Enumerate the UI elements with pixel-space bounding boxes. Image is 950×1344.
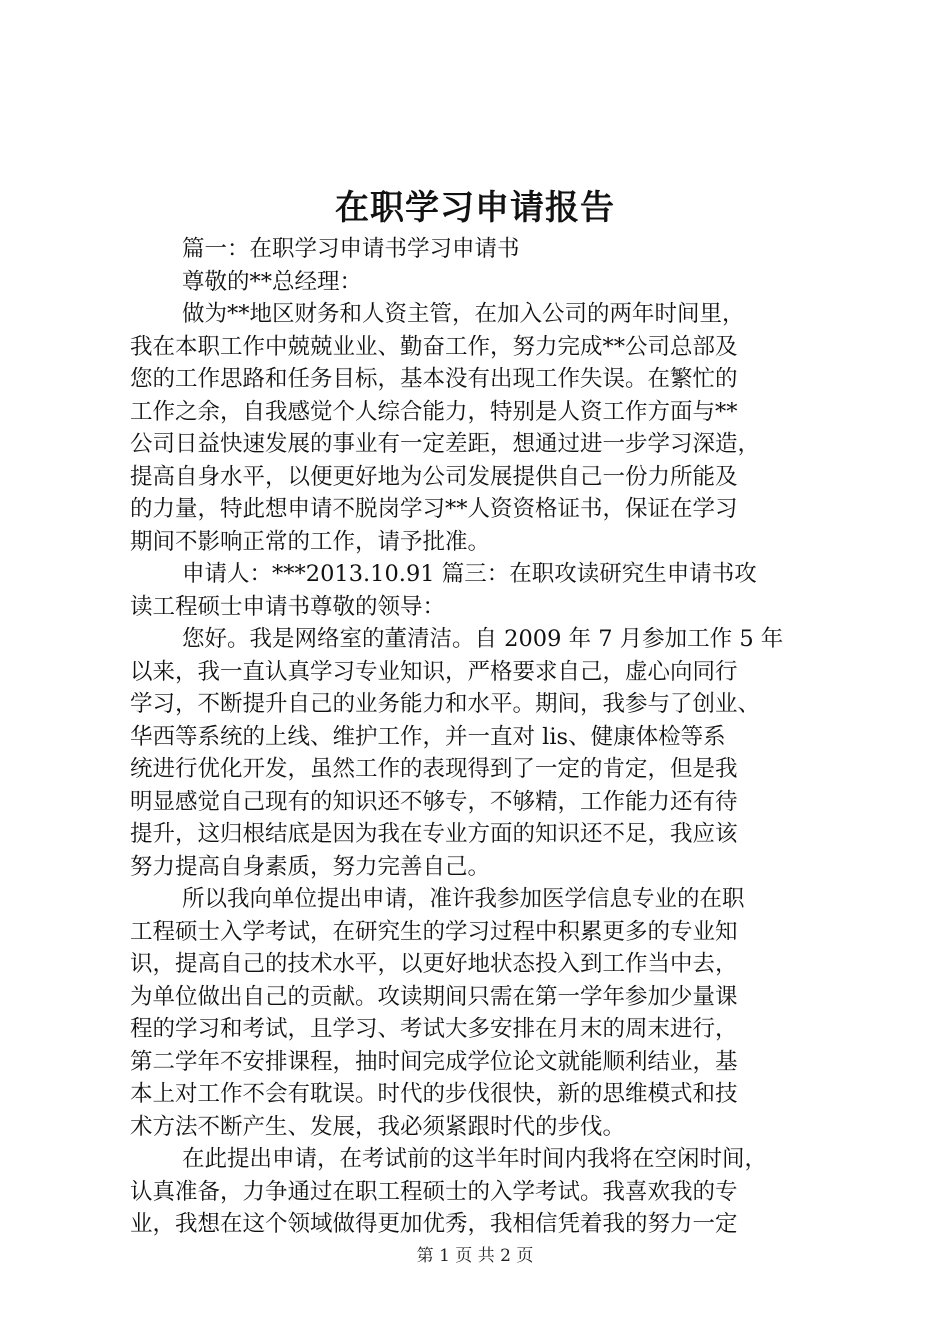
- text-line: 您的工作思路和任务目标，基本没有出现工作失误。在繁忙的: [130, 366, 738, 392]
- page-footer: 第 1 页 共 2 页: [416, 1246, 534, 1266]
- text-line: 本上对工作不会有耽误。时代的步伐很快，新的思维模式和技: [130, 1081, 738, 1107]
- text-line: 华西等系统的上线、维护工作，并一直对 lis、健康体检等系: [130, 723, 726, 750]
- text-line: 期间不影响正常的工作，请予批准。: [130, 528, 491, 555]
- text-line: 为单位做出自己的贡献。攻读期间只需在第一学年参加少量课: [130, 983, 738, 1010]
- text-line: 您好。我是网络室的董清洁。自 2009 年 7 月参加工作 5 年: [182, 626, 784, 652]
- text-line: 业，我想在这个领域做得更加优秀，我相信凭着我的努力一定: [130, 1211, 738, 1237]
- text-line: 篇一：在职学习申请书学习申请书: [182, 236, 520, 262]
- text-line: 明显感觉自己现有的知识还不够专，不够精，工作能力还有待: [130, 788, 738, 815]
- document-body: [130, 233, 830, 1241]
- text-line: 公司日益快速发展的事业有一定差距，想通过进一步学习深造，: [130, 431, 761, 457]
- text-line: 做为**地区财务和人资主管，在加入公司的两年时间里，: [182, 301, 745, 327]
- text-line: 读工程硕士申请书尊敬的领导：: [130, 593, 446, 620]
- text-line: 提升，这归根结底是因为我在专业方面的知识还不足，我应该: [130, 821, 738, 847]
- text-line: 我在本职工作中兢兢业业、勤奋工作，努力完成**公司总部及: [130, 333, 738, 360]
- text-line: 程的学习和考试，且学习、考试大多安排在月末的周末进行，: [130, 1016, 738, 1042]
- text-line: 所以我向单位提出申请，准许我参加医学信息专业的在职: [182, 886, 745, 912]
- text-line: 术方法不断产生、发展，我必须紧跟时代的步伐。: [130, 1113, 626, 1140]
- text-line: 在此提出申请，在考试前的这半年时间内我将在空闲时间，: [182, 1146, 768, 1172]
- text-line: 第二学年不安排课程，抽时间完成学位论文就能顺利结业，基: [130, 1048, 738, 1075]
- document-title: 在职学习申请报告: [335, 188, 615, 228]
- text-line: 以来，我一直认真学习专业知识，严格要求自己，虚心向同行: [130, 658, 738, 685]
- text-line: 提高自身水平，以便更好地为公司发展提供自己一份力所能及: [130, 463, 738, 490]
- text-line: 认真准备，力争通过在职工程硕士的入学考试。我喜欢我的专: [130, 1178, 738, 1205]
- text-line: 工程硕士入学考试，在研究生的学习过程中积累更多的专业知: [130, 918, 738, 945]
- text-line: 工作之余，自我感觉个人综合能力，特别是人资工作方面与**: [130, 398, 738, 425]
- text-line: 努力提高自身素质，努力完善自己。: [130, 853, 491, 880]
- text-line: 统进行优化开发，虽然工作的表现得到了一定的肯定，但是我: [130, 756, 738, 782]
- text-line: 尊敬的**总经理：: [182, 268, 363, 295]
- text-line: 学习，不断提升自己的业务能力和水平。期间，我参与了创业、: [130, 691, 761, 717]
- text-line: 申请人：***2013.10.91 篇三：在职攻读研究生申请书攻: [182, 561, 757, 587]
- text-line: 识，提高自己的技术水平，以更好地状态投入到工作当中去，: [130, 951, 738, 977]
- text-line: 的力量，特此想申请不脱岗学习**人资资格证书，保证在学习: [130, 496, 738, 522]
